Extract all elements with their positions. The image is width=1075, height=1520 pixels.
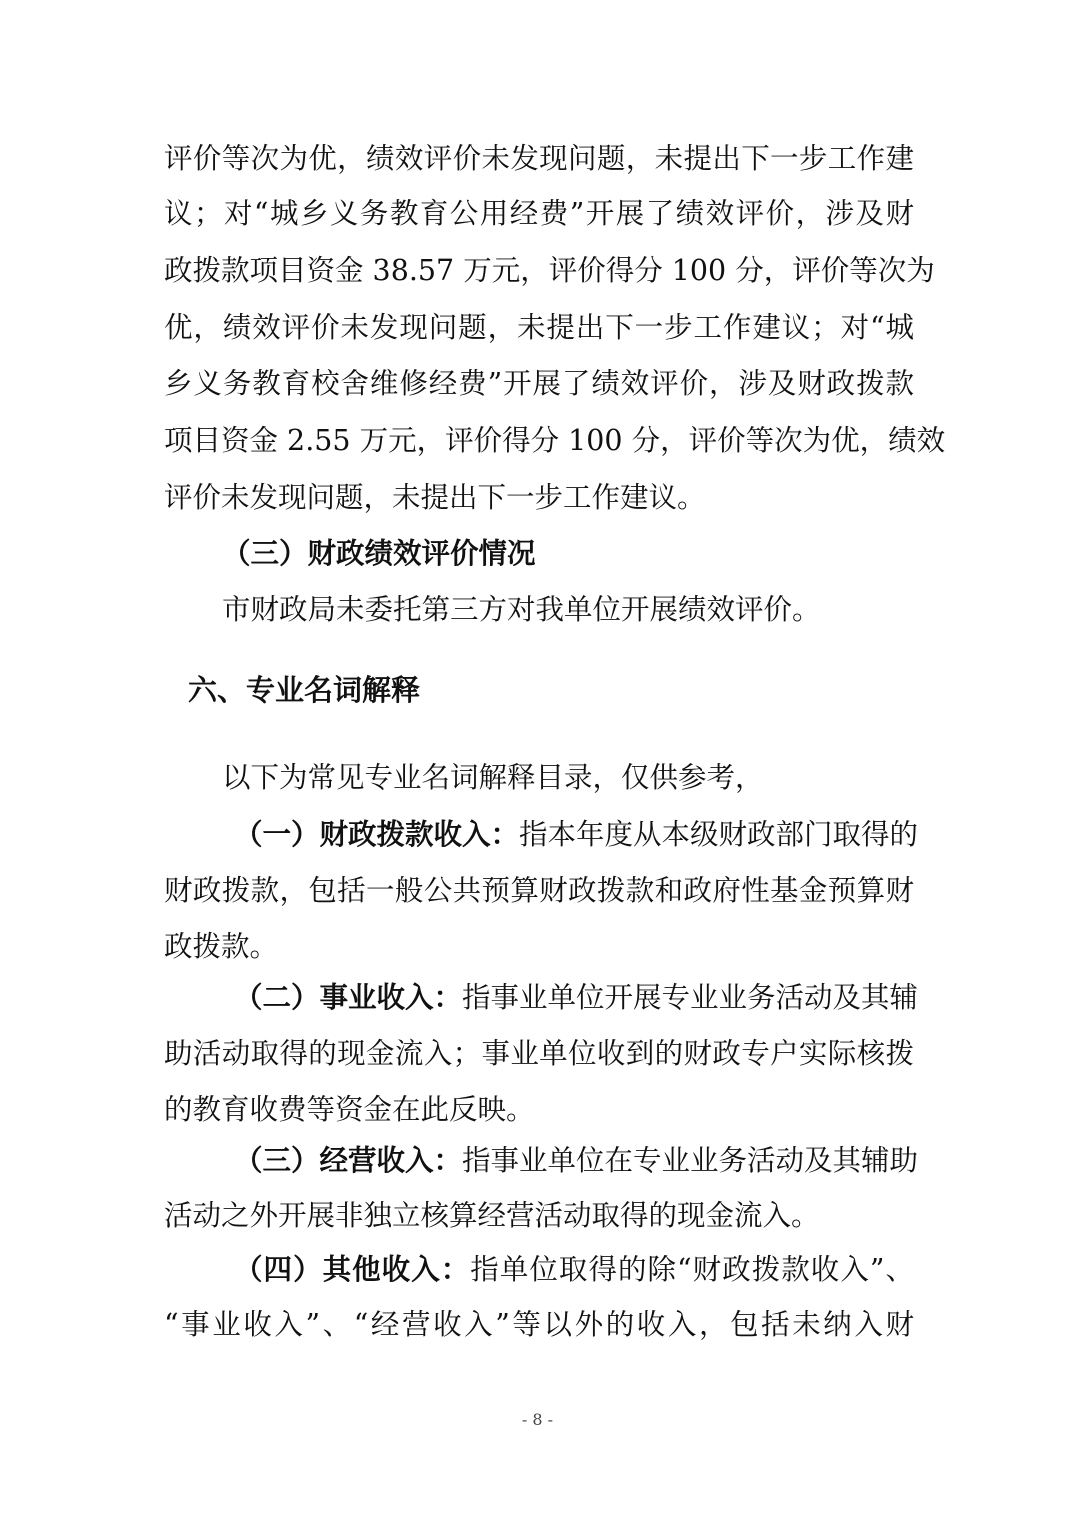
page-number: - 8 - xyxy=(521,1410,554,1429)
paragraph-line: 乡义务教育校舍维修经费”开展了绩效评价，涉及财政拨款 xyxy=(164,367,914,400)
term-line: 助活动取得的现金流入；事业单位收到的财政专户实际核拨 xyxy=(164,1037,914,1070)
paragraph-line: 政拨款项目资金 38.57 万元，评价得分 100 分，评价等次为 xyxy=(164,254,935,287)
term-first-line xyxy=(234,815,919,855)
paragraph-line: 优，绩效评价未发现问题，未提出下一步工作建议；对“城 xyxy=(164,311,914,344)
paragraph-line: 评价未发现问题，未提出下一步工作建议。 xyxy=(164,481,706,514)
term-definition: 指事业单位在专业业务活动及其辅助 xyxy=(462,1144,919,1177)
paragraph-line: 评价等次为优，绩效评价未发现问题，未提出下一步工作建 xyxy=(164,142,914,175)
term-line: 活动之外开展非独立核算经营活动取得的现金流入。 xyxy=(164,1199,820,1232)
term-definition: 指单位取得的除“财政拨款收入”、 xyxy=(470,1253,914,1286)
term-label: （三）经营收入： xyxy=(234,1144,463,1177)
term-first-line xyxy=(234,978,919,1018)
term-label: （二）事业收入： xyxy=(234,981,463,1014)
section-intro: 以下为常见专业名词解释目录，仅供参考， xyxy=(222,761,764,794)
term-label: （一）财政拨款收入： xyxy=(234,818,520,851)
term-definition: 指本年度从本级财政部门取得的 xyxy=(519,818,919,851)
term-label: （四）其他收入： xyxy=(234,1253,471,1286)
term-line: 的教育收费等资金在此反映。 xyxy=(164,1093,535,1126)
section-title: 六、专业名词解释 xyxy=(188,673,421,707)
subsection-title: （三）财政绩效评价情况 xyxy=(222,537,536,570)
subsection-body: 市财政局未委托第三方对我单位开展绩效评价。 xyxy=(222,593,821,626)
paragraph-line: 议；对“城乡义务教育公用经费”开展了绩效评价，涉及财 xyxy=(164,197,914,230)
term-line: 政拨款。 xyxy=(164,930,279,963)
term-definition: 指事业单位开展专业业务活动及其辅 xyxy=(462,981,919,1014)
term-first-line xyxy=(234,1141,919,1181)
term-first-line xyxy=(234,1250,914,1290)
term-line: 财政拨款，包括一般公共预算财政拨款和政府性基金预算财 xyxy=(164,874,914,907)
term-line: “事业收入”、“经营收入”等以外的收入，包括未纳入财 xyxy=(164,1308,914,1341)
paragraph-line: 项目资金 2.55 万元，评价得分 100 分，评价等次为优，绩效 xyxy=(164,424,946,457)
